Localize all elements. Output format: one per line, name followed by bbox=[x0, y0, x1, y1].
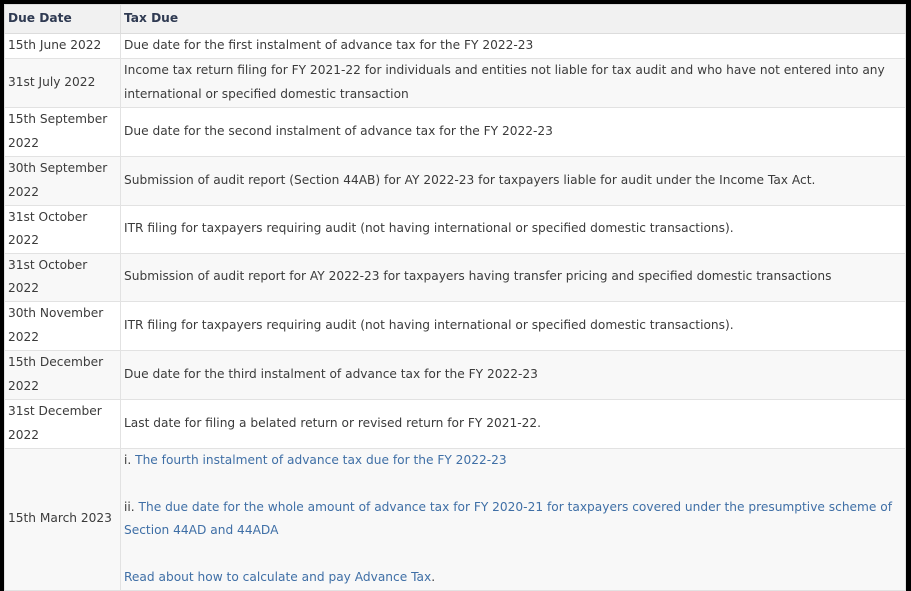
advance-tax-guide-link[interactable]: Read about how to calculate and pay Advance Tax bbox=[124, 570, 432, 584]
tax-due-cell: Submission of audit report (Section 44AB) for AY 2022-23 for taxpayers liable for audit under the Income Tax Act. bbox=[121, 156, 906, 205]
table-row bbox=[5, 107, 906, 156]
table-row bbox=[5, 399, 906, 448]
table-row bbox=[5, 205, 906, 253]
tax-due-cell: Submission of audit report for AY 2022-23 for taxpayers having transfer pricing and specified domestic transactions bbox=[121, 253, 906, 301]
table-row bbox=[5, 301, 906, 350]
header-due-date: Due Date bbox=[5, 5, 121, 34]
tax-due-cell: Due date for the second instalment of advance tax for the FY 2022-23 bbox=[121, 107, 906, 156]
spacer bbox=[124, 543, 905, 567]
tax-due-cell: Income tax return filing for FY 2021-22 for individuals and entities not liable for tax audit and who have not entered into any international or specified domestic transaction bbox=[121, 58, 906, 107]
table-header-row bbox=[5, 5, 906, 34]
tax-due-cell: Due date for the third instalment of advance tax for the FY 2022-23 bbox=[121, 350, 906, 399]
presumptive-scheme-link[interactable]: The due date for the whole amount of advance tax for FY 2020-21 for taxpayers covered under the presumptive scheme of Section 44AD and 44ADA bbox=[124, 499, 893, 537]
tax-due-cell: ITR filing for taxpayers requiring audit (not having international or specified domestic transactions). bbox=[121, 301, 906, 350]
due-date-cell: 31st July 2022 bbox=[5, 58, 121, 107]
table-row bbox=[5, 448, 906, 590]
due-date-cell: 30th September 2022 bbox=[5, 156, 121, 205]
fourth-instalment-link[interactable]: The fourth instalment of advance tax due for the FY 2022-23 bbox=[135, 452, 507, 467]
tax-due-cell: Due date for the first instalment of advance tax for the FY 2022-23 bbox=[121, 34, 906, 59]
tax-calendar-frame bbox=[4, 4, 905, 584]
item-2-prefix: ii. bbox=[124, 499, 139, 514]
due-date-cell: 31st October 2022 bbox=[5, 253, 121, 301]
advance-tax-item-2 bbox=[124, 496, 905, 543]
due-date-cell: 15th March 2023 bbox=[5, 448, 121, 590]
read-more-line bbox=[124, 566, 905, 590]
due-date-cell: 31st October 2022 bbox=[5, 205, 121, 253]
due-date-cell: 30th November 2022 bbox=[5, 301, 121, 350]
table-row bbox=[5, 350, 906, 399]
tax-due-cell: Last date for filing a belated return or revised return for FY 2021-22. bbox=[121, 399, 906, 448]
item-1-prefix: i. bbox=[124, 452, 136, 467]
table-row bbox=[5, 34, 906, 59]
due-date-cell: 15th September 2022 bbox=[5, 107, 121, 156]
tax-due-dates-table bbox=[4, 4, 906, 591]
spacer bbox=[124, 472, 905, 496]
due-date-cell: 31st December 2022 bbox=[5, 399, 121, 448]
table-row bbox=[5, 58, 906, 107]
tax-due-cell bbox=[121, 448, 906, 590]
advance-tax-item-1 bbox=[124, 449, 905, 473]
tax-due-cell: ITR filing for taxpayers requiring audit (not having international or specified domestic transactions). bbox=[121, 205, 906, 253]
read-more-suffix: . bbox=[431, 570, 436, 584]
table-row bbox=[5, 156, 906, 205]
due-date-cell: 15th December 2022 bbox=[5, 350, 121, 399]
due-date-cell: 15th June 2022 bbox=[5, 34, 121, 59]
header-tax-due: Tax Due bbox=[121, 5, 906, 34]
table-row bbox=[5, 253, 906, 301]
